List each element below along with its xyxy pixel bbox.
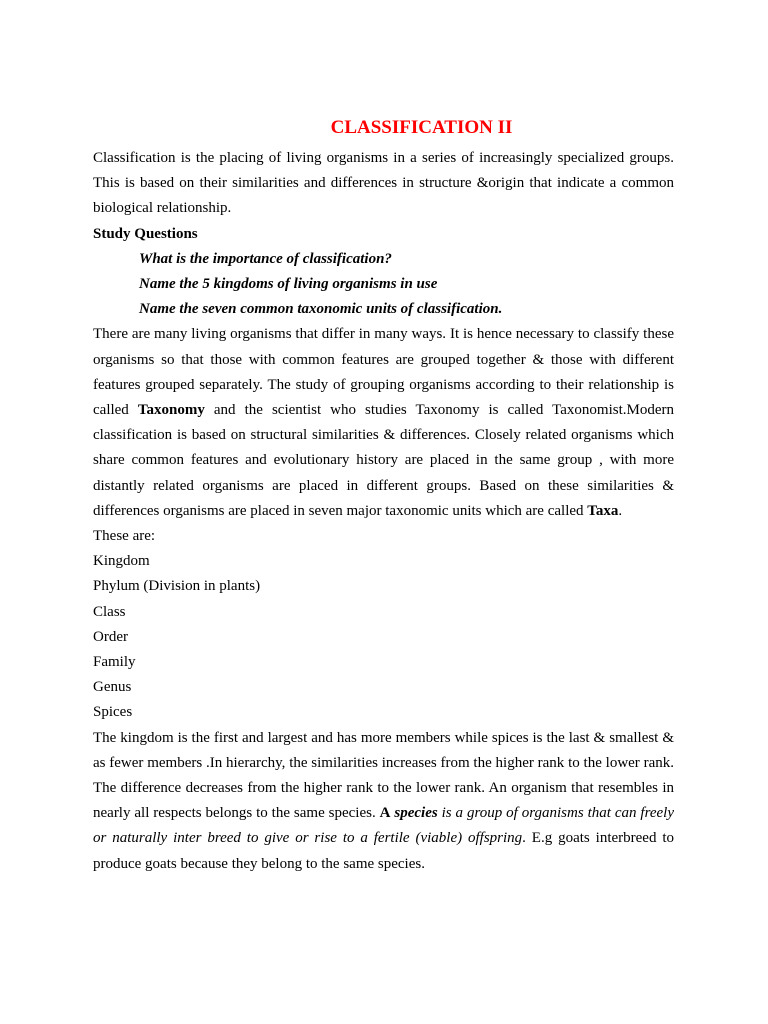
- intro-paragraph: Classification is the placing of living organisms in a series of increasingly specialized groups. This is based on their similarities and differences in structure &origin that indicate a common biological relationship.: [93, 150, 674, 217]
- taxa-list-item: Phylum (Division in plants): [93, 578, 261, 595]
- study-question: What is the importance of classification?: [139, 250, 392, 267]
- bold-article: A: [379, 805, 391, 822]
- species-definition: is a group of organisms that can freely or naturally inter breed to give or rise to a fertile (viable) offspring: [93, 805, 675, 847]
- taxa-list-item: Class: [93, 603, 126, 620]
- taxa-intro: These are:: [93, 528, 156, 545]
- taxa-list-item: Spices: [93, 704, 133, 721]
- paragraph-text: .: [618, 502, 623, 519]
- page-title: CLASSIFICATION II: [330, 117, 513, 138]
- paragraph-text: The kingdom is the first and largest and has more members while spices is the last & smallest & as fewer members .In hierarchy, the similarities increases from the higher rank to the lower rank. The difference decreases from the higher rank to the lower rank. An organism that resembles in nearly all respects belongs to the same species.: [93, 729, 674, 822]
- taxa-list-item: Genus: [93, 679, 132, 696]
- study-questions-heading: Study Questions: [93, 225, 198, 242]
- term-species: species: [394, 805, 438, 822]
- paragraph-text: and the scientist who studies Taxonomy is called Taxonomist.Modern classification is based on structural similarities & differences. Closely related organisms which share common features and evolutionary history are placed in the same group , with more distantly related organisms are placed in different groups. Based on these similarities & differences organisms are placed in seven major taxonomic units which are called: [93, 402, 674, 519]
- taxa-list-item: Order: [93, 628, 128, 645]
- paragraph-text: . E.g goats interbreed to produce goats because they belong to the same species.: [93, 830, 674, 872]
- taxonomy-paragraph: [93, 322, 674, 524]
- study-question: Name the 5 kingdoms of living organisms in use: [139, 276, 438, 293]
- taxa-list-item: Family: [93, 654, 136, 671]
- term-taxa: Taxa: [587, 502, 619, 519]
- paragraph-text: There are many living organisms that differ in many ways. It is hence necessary to classify these organisms so that those with common features are grouped together & those with different features grouped separately. The study of grouping organisms according to their relationship is called: [93, 326, 674, 419]
- study-question: Name the seven common taxonomic units of classification.: [139, 301, 503, 318]
- taxa-list-item: Kingdom: [93, 553, 150, 570]
- document-page: [93, 115, 674, 877]
- term-taxonomy: Taxonomy: [137, 402, 205, 419]
- hierarchy-paragraph: [93, 726, 674, 877]
